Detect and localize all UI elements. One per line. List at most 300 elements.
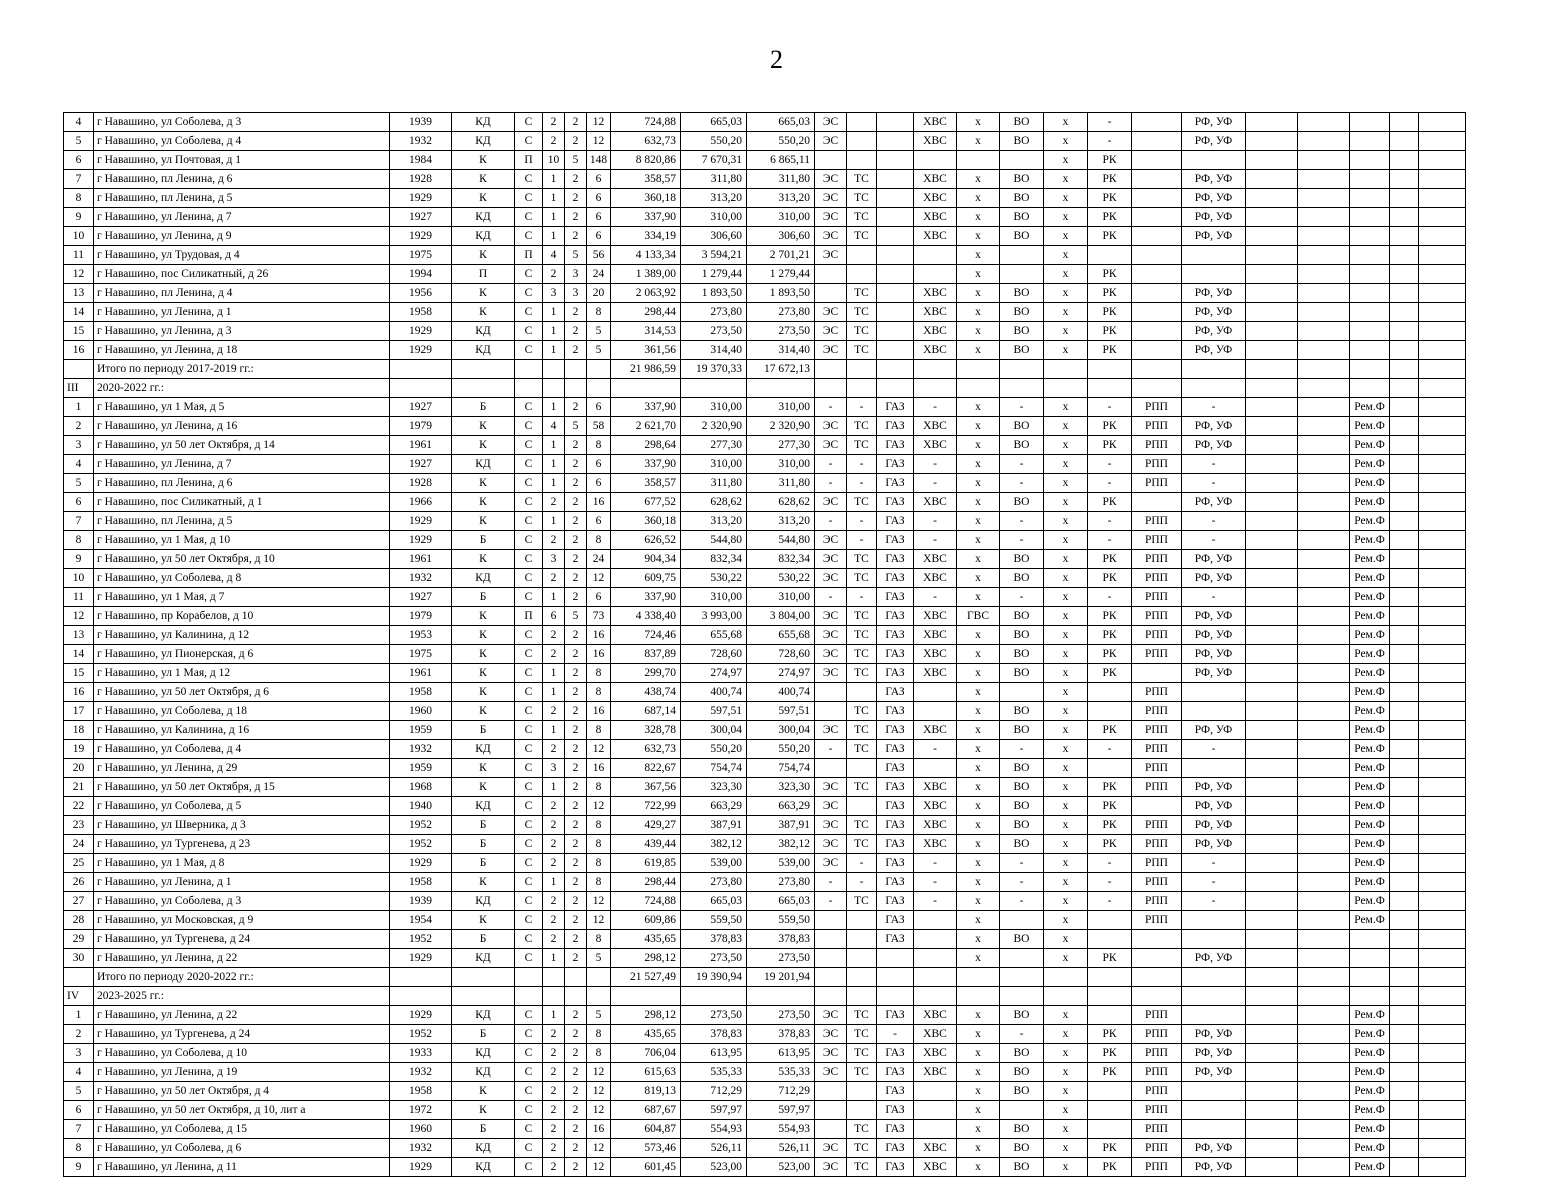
cell-extra-c <box>1390 911 1419 930</box>
cell-area-total: 822,67 <box>611 759 681 778</box>
cell-gvs: х <box>957 1044 1000 1063</box>
cell-extra-a <box>1246 702 1298 721</box>
cell-rk: - <box>1088 740 1132 759</box>
cell-row-number: 9 <box>64 550 94 569</box>
cell-gaz: ГАЗ <box>877 1063 914 1082</box>
cell-floors-b: 2 <box>565 1006 587 1025</box>
cell-wall-material: С <box>515 854 543 873</box>
cell-area-total: 1 389,00 <box>611 265 681 284</box>
cell-extra-b <box>1298 455 1350 474</box>
cell-rk <box>1088 683 1132 702</box>
cell-rf-uf: РФ, УФ <box>1182 132 1246 151</box>
table-row <box>64 1044 1466 1063</box>
cell-rpp <box>1132 265 1182 284</box>
cell-gaz: ГАЗ <box>877 664 914 683</box>
cell-rf-uf: РФ, УФ <box>1182 1025 1246 1044</box>
cell-gaz <box>877 113 914 132</box>
cell-floors-a: 1 <box>543 170 565 189</box>
cell-row-number: 27 <box>64 892 94 911</box>
cell-rem-f <box>1350 930 1390 949</box>
cell-ts: ТС <box>847 417 877 436</box>
cell-gvs: х <box>957 626 1000 645</box>
cell-address: г Навашино, ул Соболева, д 3 <box>94 892 390 911</box>
cell-es: - <box>815 512 847 531</box>
cell-ts: ТС <box>847 436 877 455</box>
cell-rf-uf: РФ, УФ <box>1182 949 1246 968</box>
cell-wall-material: С <box>515 341 543 360</box>
cell-extra-c <box>1390 626 1419 645</box>
cell-rk: РК <box>1088 816 1132 835</box>
cell-rpp: РПП <box>1132 626 1182 645</box>
cell-rpp: РПП <box>1132 721 1182 740</box>
cell-address: г Навашино, ул Ленина, д 16 <box>94 417 390 436</box>
cell-col-x: х <box>1044 455 1088 474</box>
cell-col-x: х <box>1044 1139 1088 1158</box>
cell-floors-b <box>565 987 587 1006</box>
cell-es <box>815 683 847 702</box>
cell-rk: - <box>1088 455 1132 474</box>
cell-extra-a <box>1246 265 1298 284</box>
cell-rpp: РПП <box>1132 645 1182 664</box>
table-row <box>64 949 1466 968</box>
cell-extra-b <box>1298 246 1350 265</box>
cell-extra-a <box>1246 322 1298 341</box>
cell-year-built: 1960 <box>390 1120 452 1139</box>
cell-type: К <box>452 246 515 265</box>
cell-wall-material: С <box>515 759 543 778</box>
cell-ts: ТС <box>847 1006 877 1025</box>
cell-hvs: ХВС <box>914 778 957 797</box>
cell-extra-a <box>1246 113 1298 132</box>
cell-rpp <box>1132 949 1182 968</box>
cell-rem-f <box>1350 303 1390 322</box>
cell-gvs: х <box>957 265 1000 284</box>
cell-rf-uf: РФ, УФ <box>1182 113 1246 132</box>
cell-extra-b <box>1298 417 1350 436</box>
cell-floors-b: 2 <box>565 189 587 208</box>
cell-area-apartments: 597,51 <box>747 702 815 721</box>
cell-area-total: 604,87 <box>611 1120 681 1139</box>
cell-apartments: 6 <box>587 227 611 246</box>
cell-extra-b <box>1298 588 1350 607</box>
cell-floors-b: 2 <box>565 436 587 455</box>
cell-year-built: 1927 <box>390 455 452 474</box>
cell-gvs: х <box>957 512 1000 531</box>
cell-row-number: 11 <box>64 246 94 265</box>
cell-rk: РК <box>1088 227 1132 246</box>
cell-es <box>815 151 847 170</box>
cell-row-number: 8 <box>64 1139 94 1158</box>
cell-rpp: РПП <box>1132 607 1182 626</box>
cell-gvs: х <box>957 702 1000 721</box>
cell-extra-a <box>1246 189 1298 208</box>
cell-area-living: 273,50 <box>681 949 747 968</box>
cell-rk: - <box>1088 512 1132 531</box>
cell-rk: - <box>1088 892 1132 911</box>
cell-vo: ВО <box>1000 816 1044 835</box>
cell-rem-f: Рем.Ф <box>1350 607 1390 626</box>
cell-floors-b <box>565 968 587 987</box>
cell-extra-d <box>1419 360 1466 379</box>
cell-floors-b: 2 <box>565 1101 587 1120</box>
cell-gvs: х <box>957 550 1000 569</box>
cell-apartments: 16 <box>587 702 611 721</box>
cell-area-living: 544,80 <box>681 531 747 550</box>
cell-year-built: 1927 <box>390 208 452 227</box>
cell-floors-a: 1 <box>543 778 565 797</box>
cell-rem-f: Рем.Ф <box>1350 436 1390 455</box>
cell-extra-c <box>1390 474 1419 493</box>
cell-year-built: 1968 <box>390 778 452 797</box>
cell-col-x: х <box>1044 1063 1088 1082</box>
cell-rpp <box>1132 246 1182 265</box>
cell-address: г Навашино, ул 1 Мая, д 10 <box>94 531 390 550</box>
cell-wall-material: С <box>515 1063 543 1082</box>
cell-es: - <box>815 740 847 759</box>
cell-es <box>815 284 847 303</box>
table-row <box>64 208 1466 227</box>
cell-extra-d <box>1419 892 1466 911</box>
cell-extra-a <box>1246 588 1298 607</box>
cell-vo: ВО <box>1000 1044 1044 1063</box>
cell-year-built: 1966 <box>390 493 452 512</box>
cell-gvs <box>957 360 1000 379</box>
cell-row-number: 17 <box>64 702 94 721</box>
cell-row-number: 25 <box>64 854 94 873</box>
cell-ts <box>847 1082 877 1101</box>
cell-area-living: 712,29 <box>681 1082 747 1101</box>
cell-year-built: 1994 <box>390 265 452 284</box>
cell-col-x: х <box>1044 873 1088 892</box>
cell-type: К <box>452 1082 515 1101</box>
cell-year-built: 1972 <box>390 1101 452 1120</box>
cell-row-number: 8 <box>64 531 94 550</box>
cell-extra-b <box>1298 607 1350 626</box>
cell-area-apartments: 655,68 <box>747 626 815 645</box>
cell-rk: РК <box>1088 151 1132 170</box>
cell-area-apartments: 300,04 <box>747 721 815 740</box>
cell-area-apartments <box>747 987 815 1006</box>
cell-area-apartments: 277,30 <box>747 436 815 455</box>
cell-address: г Навашино, ул Трудовая, д 4 <box>94 246 390 265</box>
cell-gaz <box>877 968 914 987</box>
cell-apartments: 5 <box>587 949 611 968</box>
cell-type: Б <box>452 835 515 854</box>
table-row <box>64 835 1466 854</box>
cell-col-x: х <box>1044 246 1088 265</box>
cell-extra-a <box>1246 816 1298 835</box>
cell-es: ЭС <box>815 1063 847 1082</box>
cell-floors-b: 2 <box>565 455 587 474</box>
cell-hvs <box>914 702 957 721</box>
cell-extra-d <box>1419 132 1466 151</box>
cell-hvs: - <box>914 588 957 607</box>
cell-extra-d <box>1419 322 1466 341</box>
cell-vo <box>1000 911 1044 930</box>
cell-rf-uf: РФ, УФ <box>1182 1044 1246 1063</box>
cell-extra-b <box>1298 645 1350 664</box>
cell-hvs: ХВС <box>914 417 957 436</box>
cell-rpp: РПП <box>1132 531 1182 550</box>
cell-extra-c <box>1390 892 1419 911</box>
cell-es: ЭС <box>815 835 847 854</box>
cell-wall-material: С <box>515 721 543 740</box>
cell-hvs: - <box>914 531 957 550</box>
cell-area-apartments: 378,83 <box>747 1025 815 1044</box>
cell-floors-b: 2 <box>565 683 587 702</box>
cell-gvs: х <box>957 721 1000 740</box>
cell-gaz <box>877 303 914 322</box>
cell-rk: РК <box>1088 284 1132 303</box>
cell-floors-b: 2 <box>565 1120 587 1139</box>
cell-es: ЭС <box>815 170 847 189</box>
cell-es: ЭС <box>815 797 847 816</box>
cell-rem-f: Рем.Ф <box>1350 474 1390 493</box>
cell-extra-d <box>1419 341 1466 360</box>
cell-apartments: 16 <box>587 645 611 664</box>
cell-floors-a: 2 <box>543 892 565 911</box>
cell-rk: - <box>1088 531 1132 550</box>
cell-vo: ВО <box>1000 1006 1044 1025</box>
cell-address: г Навашино, пл Ленина, д 6 <box>94 170 390 189</box>
cell-extra-d <box>1419 208 1466 227</box>
cell-floors-a <box>543 968 565 987</box>
cell-col-x: х <box>1044 816 1088 835</box>
cell-rk: РК <box>1088 265 1132 284</box>
cell-wall-material: С <box>515 702 543 721</box>
cell-rem-f <box>1350 968 1390 987</box>
cell-rk <box>1088 968 1132 987</box>
cell-type <box>452 360 515 379</box>
cell-extra-c <box>1390 1120 1419 1139</box>
cell-area-living: 300,04 <box>681 721 747 740</box>
cell-area-total: 439,44 <box>611 835 681 854</box>
table-row <box>64 265 1466 284</box>
cell-rk <box>1088 1082 1132 1101</box>
cell-vo: ВО <box>1000 436 1044 455</box>
cell-area-apartments: 665,03 <box>747 113 815 132</box>
cell-hvs <box>914 1082 957 1101</box>
cell-apartments: 16 <box>587 626 611 645</box>
cell-rem-f: Рем.Ф <box>1350 1006 1390 1025</box>
cell-extra-a <box>1246 778 1298 797</box>
cell-extra-d <box>1419 1044 1466 1063</box>
cell-type: К <box>452 474 515 493</box>
cell-extra-d <box>1419 930 1466 949</box>
cell-apartments: 8 <box>587 854 611 873</box>
cell-wall-material <box>515 987 543 1006</box>
cell-extra-b <box>1298 949 1350 968</box>
cell-type: К <box>452 189 515 208</box>
cell-ts: ТС <box>847 208 877 227</box>
cell-row-number: 6 <box>64 1101 94 1120</box>
cell-row-number: III <box>64 379 94 398</box>
cell-area-total: 619,85 <box>611 854 681 873</box>
cell-rem-f: Рем.Ф <box>1350 683 1390 702</box>
cell-ts <box>847 379 877 398</box>
cell-es: ЭС <box>815 1006 847 1025</box>
cell-col-x: х <box>1044 569 1088 588</box>
cell-area-living: 728,60 <box>681 645 747 664</box>
cell-vo: ВО <box>1000 569 1044 588</box>
cell-area-total <box>611 987 681 1006</box>
cell-type: К <box>452 170 515 189</box>
cell-ts <box>847 113 877 132</box>
cell-gvs: х <box>957 930 1000 949</box>
cell-area-apartments: 310,00 <box>747 398 815 417</box>
cell-apartments <box>587 360 611 379</box>
cell-floors-b <box>565 379 587 398</box>
cell-type: КД <box>452 113 515 132</box>
cell-gvs <box>957 968 1000 987</box>
cell-area-apartments: 310,00 <box>747 455 815 474</box>
cell-extra-b <box>1298 265 1350 284</box>
cell-extra-b <box>1298 227 1350 246</box>
cell-area-apartments <box>747 379 815 398</box>
cell-area-living: 832,34 <box>681 550 747 569</box>
cell-floors-b: 5 <box>565 246 587 265</box>
cell-row-number: 26 <box>64 873 94 892</box>
cell-gvs: х <box>957 170 1000 189</box>
cell-gaz: ГАЗ <box>877 417 914 436</box>
cell-hvs: - <box>914 455 957 474</box>
cell-gvs: х <box>957 208 1000 227</box>
cell-ts <box>847 360 877 379</box>
cell-ts: ТС <box>847 702 877 721</box>
cell-floors-a: 2 <box>543 1139 565 1158</box>
cell-extra-d <box>1419 607 1466 626</box>
cell-rem-f <box>1350 227 1390 246</box>
cell-area-total: 21 986,59 <box>611 360 681 379</box>
cell-gaz <box>877 360 914 379</box>
cell-gaz: ГАЗ <box>877 1082 914 1101</box>
cell-rem-f: Рем.Ф <box>1350 1120 1390 1139</box>
cell-area-apartments: 597,97 <box>747 1101 815 1120</box>
cell-gvs: х <box>957 474 1000 493</box>
cell-address: г Навашино, ул Калинина, д 12 <box>94 626 390 645</box>
cell-year-built: 1984 <box>390 151 452 170</box>
cell-extra-d <box>1419 664 1466 683</box>
cell-extra-b <box>1298 474 1350 493</box>
cell-apartments: 6 <box>587 588 611 607</box>
cell-extra-b <box>1298 778 1350 797</box>
cell-wall-material: С <box>515 531 543 550</box>
cell-col-x: х <box>1044 303 1088 322</box>
cell-rf-uf: - <box>1182 398 1246 417</box>
cell-hvs <box>914 987 957 1006</box>
cell-wall-material: С <box>515 1025 543 1044</box>
cell-area-apartments: 306,60 <box>747 227 815 246</box>
cell-address: Итого по периоду 2017-2019 гг.: <box>94 360 390 379</box>
cell-wall-material: С <box>515 930 543 949</box>
table-row <box>64 607 1466 626</box>
cell-hvs: ХВС <box>914 1139 957 1158</box>
cell-area-living: 597,97 <box>681 1101 747 1120</box>
cell-rpp: РПП <box>1132 1025 1182 1044</box>
cell-floors-a: 2 <box>543 797 565 816</box>
cell-ts: ТС <box>847 569 877 588</box>
cell-floors-b: 2 <box>565 930 587 949</box>
table-row <box>64 455 1466 474</box>
cell-extra-a <box>1246 645 1298 664</box>
cell-area-total: 337,90 <box>611 588 681 607</box>
cell-extra-b <box>1298 208 1350 227</box>
cell-type <box>452 968 515 987</box>
cell-floors-b: 2 <box>565 1063 587 1082</box>
cell-vo <box>1000 151 1044 170</box>
cell-gaz: ГАЗ <box>877 531 914 550</box>
cell-apartments: 12 <box>587 911 611 930</box>
table-row <box>64 664 1466 683</box>
cell-ts: - <box>847 854 877 873</box>
cell-area-apartments: 310,00 <box>747 208 815 227</box>
cell-vo <box>1000 987 1044 1006</box>
cell-rem-f: Рем.Ф <box>1350 398 1390 417</box>
cell-rf-uf <box>1182 683 1246 702</box>
cell-type: Б <box>452 721 515 740</box>
cell-vo <box>1000 379 1044 398</box>
cell-rpp <box>1132 664 1182 683</box>
cell-es <box>815 702 847 721</box>
cell-floors-a: 2 <box>543 265 565 284</box>
cell-type: КД <box>452 227 515 246</box>
cell-row-number: 16 <box>64 683 94 702</box>
cell-wall-material: С <box>515 132 543 151</box>
cell-col-x: х <box>1044 683 1088 702</box>
cell-area-total: 367,56 <box>611 778 681 797</box>
cell-wall-material: С <box>515 873 543 892</box>
cell-gaz: ГАЗ <box>877 493 914 512</box>
cell-rk: РК <box>1088 1158 1132 1177</box>
cell-extra-d <box>1419 911 1466 930</box>
cell-gvs: х <box>957 569 1000 588</box>
cell-floors-b: 2 <box>565 1158 587 1177</box>
cell-area-apartments: 550,20 <box>747 132 815 151</box>
cell-vo: ВО <box>1000 835 1044 854</box>
cell-es: ЭС <box>815 227 847 246</box>
cell-row-number: 13 <box>64 626 94 645</box>
cell-ts <box>847 930 877 949</box>
cell-col-x: х <box>1044 721 1088 740</box>
cell-area-living: 313,20 <box>681 512 747 531</box>
cell-extra-c <box>1390 1025 1419 1044</box>
cell-floors-a: 1 <box>543 303 565 322</box>
cell-row-number: 12 <box>64 607 94 626</box>
cell-floors-b: 2 <box>565 208 587 227</box>
cell-year-built: 1960 <box>390 702 452 721</box>
cell-rk: РК <box>1088 436 1132 455</box>
cell-floors-a: 2 <box>543 930 565 949</box>
cell-extra-a <box>1246 1082 1298 1101</box>
cell-rem-f: Рем.Ф <box>1350 892 1390 911</box>
cell-extra-a <box>1246 1044 1298 1063</box>
cell-type: К <box>452 759 515 778</box>
cell-extra-c <box>1390 398 1419 417</box>
cell-rf-uf: РФ, УФ <box>1182 1158 1246 1177</box>
cell-area-apartments: 628,62 <box>747 493 815 512</box>
cell-hvs <box>914 683 957 702</box>
cell-extra-c <box>1390 360 1419 379</box>
cell-ts: ТС <box>847 1120 877 1139</box>
cell-vo: ВО <box>1000 227 1044 246</box>
cell-apartments: 12 <box>587 740 611 759</box>
cell-rf-uf <box>1182 987 1246 1006</box>
cell-type: К <box>452 493 515 512</box>
cell-floors-a: 2 <box>543 740 565 759</box>
cell-extra-a <box>1246 341 1298 360</box>
cell-floors-a: 1 <box>543 227 565 246</box>
cell-apartments: 148 <box>587 151 611 170</box>
